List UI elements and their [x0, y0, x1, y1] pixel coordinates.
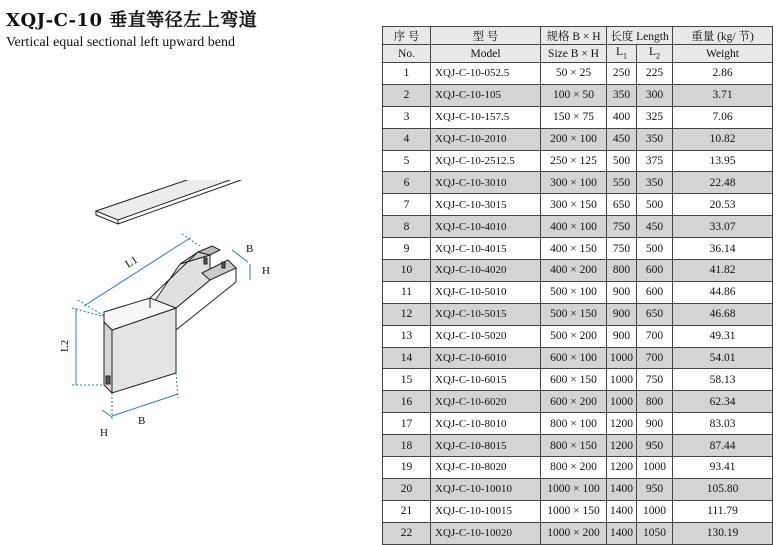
cell-no: 1	[383, 63, 431, 85]
table-row	[383, 260, 773, 282]
table-row	[383, 106, 773, 128]
cell-size: 50 × 25	[541, 63, 607, 85]
cell-size: 800 × 150	[541, 435, 607, 457]
cell-size: 150 × 75	[541, 106, 607, 128]
cell-model: XQJ-C-10-8015	[431, 435, 541, 457]
cell-l2: 1000	[637, 500, 673, 522]
bend-drawing	[50, 180, 300, 440]
table-row	[383, 435, 773, 457]
cell-model: XQJ-C-10-5020	[431, 325, 541, 347]
cell-weight: 130.19	[673, 522, 773, 544]
cell-model: XQJ-C-10-10020	[431, 522, 541, 544]
cell-no: 17	[383, 413, 431, 435]
cell-size: 100 × 50	[541, 84, 607, 106]
cell-model: XQJ-C-10-10010	[431, 478, 541, 500]
cell-no: 12	[383, 303, 431, 325]
cell-weight: 58.13	[673, 369, 773, 391]
cell-l2: 650	[637, 303, 673, 325]
label-b-bottom: B	[138, 415, 146, 427]
cell-l2: 600	[637, 260, 673, 282]
cell-size: 600 × 200	[541, 391, 607, 413]
cell-size: 300 × 150	[541, 194, 607, 216]
cell-size: 400 × 200	[541, 260, 607, 282]
cell-no: 6	[383, 172, 431, 194]
cell-weight: 83.03	[673, 413, 773, 435]
cell-weight: 93.41	[673, 457, 773, 479]
cell-l1: 550	[607, 172, 637, 194]
table-row	[383, 194, 773, 216]
cell-l1: 1400	[607, 478, 637, 500]
cell-model: XQJ-C-10-10015	[431, 500, 541, 522]
cell-size: 800 × 200	[541, 457, 607, 479]
header-row-cn	[383, 27, 773, 45]
table-row	[383, 150, 773, 172]
cell-weight: 46.68	[673, 303, 773, 325]
label-l2: L2	[59, 339, 71, 352]
cell-no: 16	[383, 391, 431, 413]
spec-table	[382, 26, 773, 545]
cell-l1: 400	[607, 106, 637, 128]
cell-l1: 900	[607, 325, 637, 347]
cell-l1: 450	[607, 128, 637, 150]
cell-no: 3	[383, 106, 431, 128]
cell-model: XQJ-C-10-3010	[431, 172, 541, 194]
cell-l1: 1000	[607, 369, 637, 391]
cell-l2: 500	[637, 238, 673, 260]
label-l1: L1	[123, 253, 140, 271]
cell-l2: 325	[637, 106, 673, 128]
cell-l2: 800	[637, 391, 673, 413]
cell-l1: 650	[607, 194, 637, 216]
cell-weight: 33.07	[673, 216, 773, 238]
cell-no: 20	[383, 478, 431, 500]
cell-weight: 105.80	[673, 478, 773, 500]
cell-no: 19	[383, 457, 431, 479]
cell-size: 800 × 100	[541, 413, 607, 435]
table-row	[383, 500, 773, 522]
cell-weight: 41.82	[673, 260, 773, 282]
cell-l1: 500	[607, 150, 637, 172]
table-row	[383, 216, 773, 238]
cell-size: 600 × 150	[541, 369, 607, 391]
cell-l2: 225	[637, 63, 673, 85]
cell-model: XQJ-C-10-157.5	[431, 106, 541, 128]
cell-no: 14	[383, 347, 431, 369]
cell-no: 4	[383, 128, 431, 150]
cell-l1: 800	[607, 260, 637, 282]
cell-weight: 7.06	[673, 106, 773, 128]
cell-l2: 350	[637, 172, 673, 194]
header-size-cn: 规格 B × H	[541, 27, 607, 45]
cell-l1: 250	[607, 63, 637, 85]
cell-model: XQJ-C-10-2010	[431, 128, 541, 150]
cell-model: XQJ-C-10-6010	[431, 347, 541, 369]
cell-model: XQJ-C-10-8010	[431, 413, 541, 435]
table-row	[383, 303, 773, 325]
header-model-en: Model	[431, 45, 541, 63]
cell-l2: 700	[637, 325, 673, 347]
table-row	[383, 84, 773, 106]
table-row	[383, 391, 773, 413]
cell-no: 5	[383, 150, 431, 172]
table-row	[383, 238, 773, 260]
cell-weight: 54.01	[673, 347, 773, 369]
header-weight-en: Weight	[673, 45, 773, 63]
table-row	[383, 281, 773, 303]
table-body	[383, 63, 773, 545]
header-weight-cn: 重量 (kg/ 节)	[673, 27, 773, 45]
cell-weight: 22.48	[673, 172, 773, 194]
cell-l2: 950	[637, 435, 673, 457]
cell-l1: 750	[607, 238, 637, 260]
cell-model: XQJ-C-10-3015	[431, 194, 541, 216]
cell-model: XQJ-C-10-5015	[431, 303, 541, 325]
cell-size: 200 × 100	[541, 128, 607, 150]
cell-size: 500 × 150	[541, 303, 607, 325]
cell-l1: 1400	[607, 522, 637, 544]
table-row	[383, 63, 773, 85]
table-row	[383, 457, 773, 479]
cell-l2: 700	[637, 347, 673, 369]
cell-weight: 36.14	[673, 238, 773, 260]
cell-l2: 1050	[637, 522, 673, 544]
cell-model: XQJ-C-10-105	[431, 84, 541, 106]
cell-l1: 750	[607, 216, 637, 238]
header-no-cn: 序 号	[383, 27, 431, 45]
cell-l2: 600	[637, 281, 673, 303]
label-h-top: H	[262, 265, 270, 277]
cell-weight: 49.31	[673, 325, 773, 347]
table-row	[383, 172, 773, 194]
cell-size: 250 × 125	[541, 150, 607, 172]
table-row	[383, 128, 773, 150]
header-no-en: No.	[383, 45, 431, 63]
cell-l2: 1000	[637, 457, 673, 479]
cell-l2: 950	[637, 478, 673, 500]
cell-no: 11	[383, 281, 431, 303]
header-l2: $L_2$	[637, 45, 673, 63]
cell-size: 1000 × 200	[541, 522, 607, 544]
cell-l2: 500	[637, 194, 673, 216]
cell-model: XQJ-C-10-6020	[431, 391, 541, 413]
table-row	[383, 413, 773, 435]
cell-size: 500 × 100	[541, 281, 607, 303]
cell-l2: 300	[637, 84, 673, 106]
table-row	[383, 325, 773, 347]
cell-size: 500 × 200	[541, 325, 607, 347]
table-row	[383, 369, 773, 391]
table-row	[383, 347, 773, 369]
cell-weight: 111.79	[673, 500, 773, 522]
cell-no: 8	[383, 216, 431, 238]
label-b-top: B	[246, 243, 254, 255]
cell-no: 2	[383, 84, 431, 106]
cell-no: 22	[383, 522, 431, 544]
cell-l1: 350	[607, 84, 637, 106]
page-subtitle: Vertical equal sectional left upward bend	[6, 35, 235, 50]
cell-weight: 62.34	[673, 391, 773, 413]
cell-l2: 350	[637, 128, 673, 150]
cell-size: 1000 × 150	[541, 500, 607, 522]
header-model-cn: 型 号	[431, 27, 541, 45]
cell-model: XQJ-C-10-4020	[431, 260, 541, 282]
cell-model: XQJ-C-10-5010	[431, 281, 541, 303]
table-row	[383, 522, 773, 544]
cell-l1: 1400	[607, 500, 637, 522]
cover-plate	[96, 180, 241, 224]
cell-size: 400 × 100	[541, 216, 607, 238]
cell-weight: 10.82	[673, 128, 773, 150]
cell-no: 10	[383, 260, 431, 282]
cell-l1: 900	[607, 281, 637, 303]
bend-body	[104, 246, 236, 393]
table-row	[383, 478, 773, 500]
cell-no: 18	[383, 435, 431, 457]
cell-no: 21	[383, 500, 431, 522]
cell-model: XQJ-C-10-6015	[431, 369, 541, 391]
cell-no: 13	[383, 325, 431, 347]
cell-no: 9	[383, 238, 431, 260]
cell-weight: 87.44	[673, 435, 773, 457]
cell-l2: 375	[637, 150, 673, 172]
cell-no: 7	[383, 194, 431, 216]
cell-size: 400 × 150	[541, 238, 607, 260]
cell-weight: 3.71	[673, 84, 773, 106]
cell-model: XQJ-C-10-8020	[431, 457, 541, 479]
title-cn-text: 垂直等径左上弯道	[109, 10, 258, 31]
cell-l1: 1000	[607, 391, 637, 413]
header-l1: $L_1$	[607, 45, 637, 63]
header-row-en	[383, 45, 773, 63]
cell-size: 600 × 100	[541, 347, 607, 369]
cell-l1: 1000	[607, 347, 637, 369]
cell-l2: 750	[637, 369, 673, 391]
header-size-en: Size B × H	[541, 45, 607, 63]
cell-l2: 900	[637, 413, 673, 435]
page-title	[6, 6, 257, 32]
title-code: XQJ-C-10	[6, 10, 103, 31]
cell-size: 300 × 100	[541, 172, 607, 194]
cell-weight: 20.53	[673, 194, 773, 216]
cell-no: 15	[383, 369, 431, 391]
cell-weight: 13.95	[673, 150, 773, 172]
cell-model: XQJ-C-10-4010	[431, 216, 541, 238]
cell-model: XQJ-C-10-2512.5	[431, 150, 541, 172]
cell-l1: 900	[607, 303, 637, 325]
cell-weight: 44.86	[673, 281, 773, 303]
cell-l1: 1200	[607, 435, 637, 457]
cell-l1: 1200	[607, 413, 637, 435]
cell-model: XQJ-C-10-4015	[431, 238, 541, 260]
cell-model: XQJ-C-10-052.5	[431, 63, 541, 85]
cell-size: 1000 × 100	[541, 478, 607, 500]
cell-l2: 450	[637, 216, 673, 238]
cell-l1: 1200	[607, 457, 637, 479]
label-h-bottom: H	[100, 427, 108, 439]
header-length-cn: 长度 Length	[607, 27, 673, 45]
cell-weight: 2.86	[673, 63, 773, 85]
